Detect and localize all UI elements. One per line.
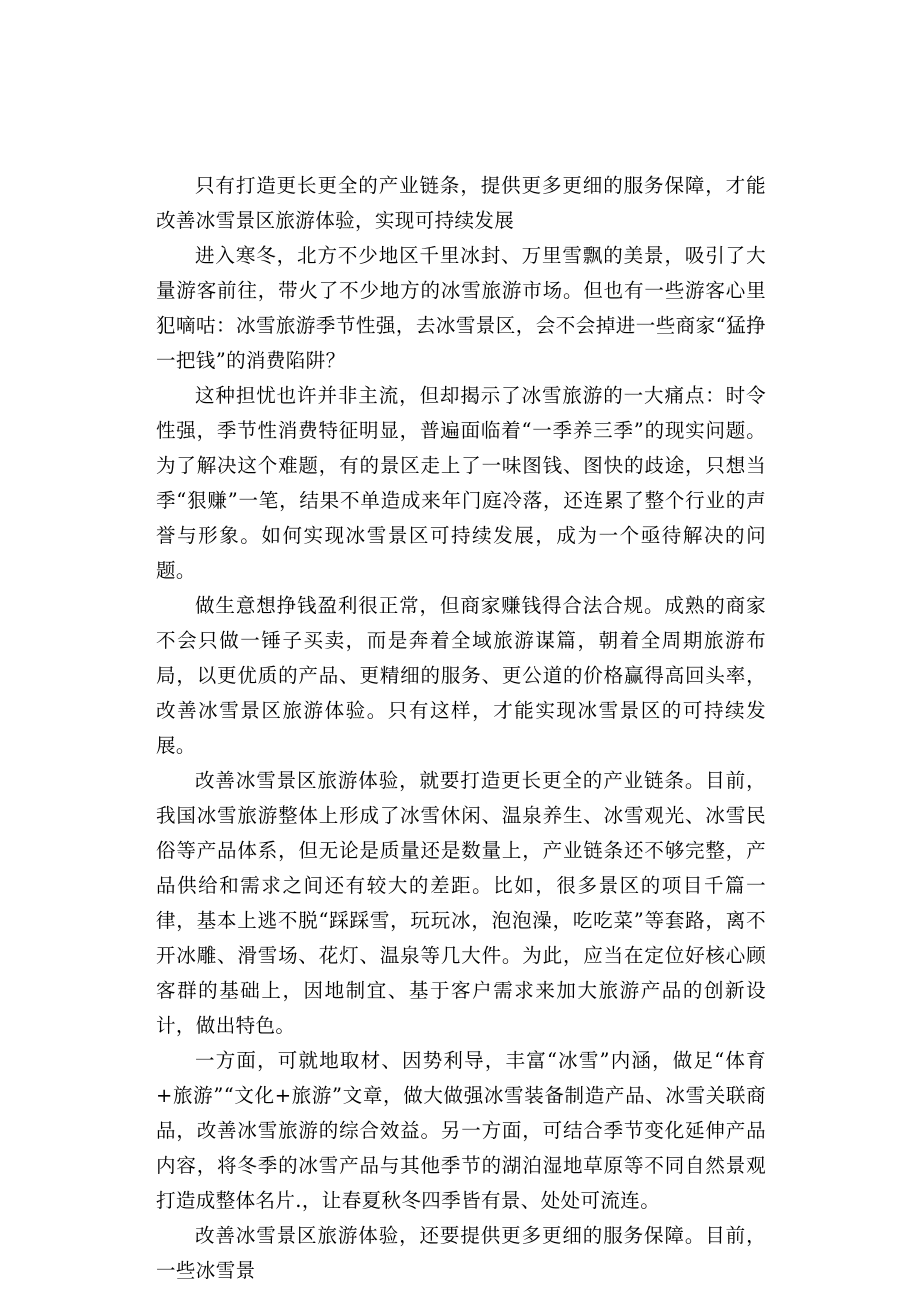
article-body — [156, 168, 766, 1288]
paragraph: 做生意想挣钱盈利很正常，但商家赚钱得合法合规。成熟的商家不会只做一锤子买卖，而是奔着全域旅游谋篇，朝着全周期旅游布局，以更优质的产品、更精细的服务、更公道的价格赢得高回头率，改善冰雪景区旅游体验。只有这样，才能实现冰雪景区的可持续发展。 — [156, 594, 766, 757]
paragraph-summary: 只有打造更长更全的产业链条，提供更多更细的服务保障，才能改善冰雪景区旅游体验，实现可持续发展 — [156, 174, 766, 232]
paragraph: 进入寒冬，北方不少地区千里冰封、万里雪飘的美景，吸引了大量游客前往，带火了不少地方的冰雪旅游市场。但也有一些游客心里犯嘀咕：冰雪旅游季节性强，去冰雪景区，会不会掉进一些商家“猛挣一把钱”的消费陷阱？ — [156, 244, 766, 372]
paragraph: 一方面，可就地取材、因势利导，丰富“冰雪”内涵，做足“体育+旅游”“文化+旅游”文章，做大做强冰雪装备制造产品、冰雪关联商品，改善冰雪旅游的综合效益。另一方面，可结合季节变化延伸产品内容，将冬季的冰雪产品与其他季节的湖泊湿地草原等不同自然景观打造成整体名片.，让春夏秋冬四季皆有景、处处可流连。 — [156, 1049, 766, 1212]
paragraph: 改善冰雪景区旅游体验，就要打造更长更全的产业链条。目前，我国冰雪旅游整体上形成了冰雪休闲、温泉养生、冰雪观光、冰雪民俗等产品体系，但无论是质量还是数量上，产业链条还不够完整，产品供给和需求之间还有较大的差距。比如，很多景区的项目千篇一律，基本上逃不脱“踩踩雪，玩玩冰，泡泡澡，吃吃菜”等套路，离不开冰雕、滑雪场、花灯、温泉等几大件。为此，应当在定位好核心顾客群的基础上，因地制宜、基于客户需求来加大旅游产品的创新设计，做出特色。 — [156, 769, 766, 1037]
paragraph: 改善冰雪景区旅游体验，还要提供更多更细的服务保障。目前，一些冰雪景 — [156, 1224, 766, 1282]
paragraph: 这种担忧也许并非主流，但却揭示了冰雪旅游的一大痛点：时令性强，季节性消费特征明显，普遍面临着“一季养三季”的现实问题。为了解决这个难题，有的景区走上了一味图钱、图快的歧途，只想当季“狠赚”一笔，结果不单造成来年门庭冷落，还连累了整个行业的声誉与形象。如何实现冰雪景区可持续发展，成为一个亟待解决的问题。 — [156, 384, 766, 582]
